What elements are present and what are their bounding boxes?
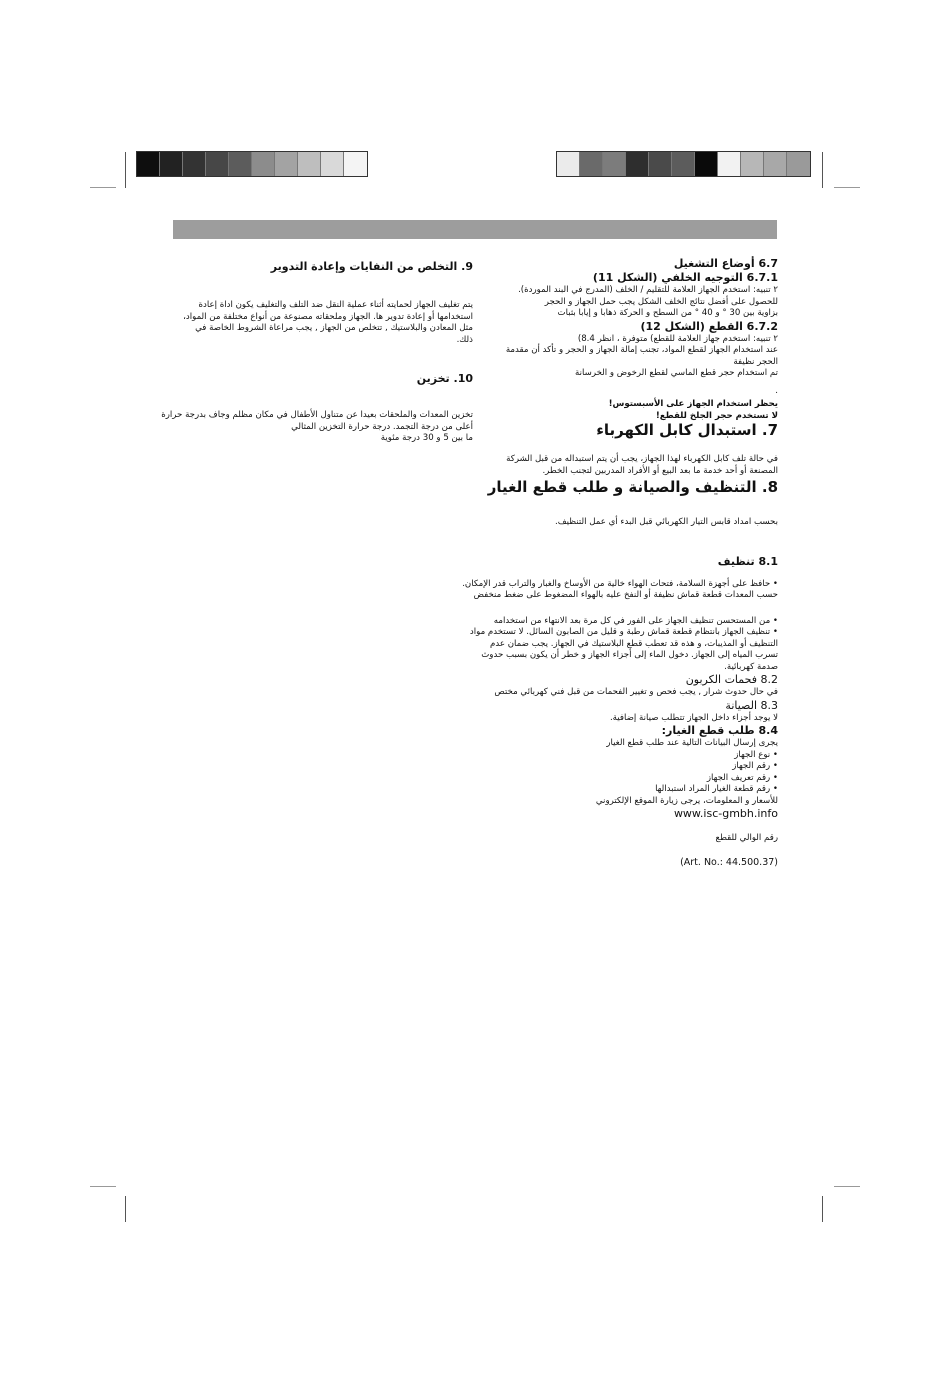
registration-mark (822, 152, 823, 188)
paragraph-line: تم استخدام حجر قطع الماسي لقطع الرخوض و الخرسانة (575, 368, 778, 378)
heading-8-2: 8.2 فحمات الكربون (685, 673, 778, 686)
list-item: • رقم الجهاز (732, 761, 778, 771)
paragraph-line: بزاوية بين 30 ° و 40 ° من السطح و الحركة ذهابا و إيابا بثبات (557, 308, 778, 318)
paragraph-line: عند استخدام الجهاز لقطع المواد، تجنب إمالة الجهاز و الحجر و تأكد أن مقدمة (505, 345, 778, 355)
paragraph-line: الحجر نظيفة (733, 356, 778, 367)
registration-mark (834, 187, 860, 188)
color-swatch (252, 152, 275, 176)
color-swatch (672, 152, 695, 176)
paragraph-line: يجرى إرسال البيانات التالية عند طلب قطع الغيار (606, 738, 778, 748)
heading-8-3: 8.3 الصيانة (725, 698, 778, 712)
paragraph-line: للأسعار و المعلومات، يرجى زيارة الموقع الإلكتروني (595, 795, 778, 806)
paragraph-line: التنظيف أو المذيبات، و هذه قد تعطب قطع البلاستيك في الجهاز. يجب ضمان عدم (490, 638, 778, 649)
color-swatch (741, 152, 764, 176)
registration-mark (90, 1186, 116, 1187)
paragraph-line: المصنعة أو أحد خدمة ما بعد البيع أو الأفراد المدربين لتجنب الخطر. (542, 465, 778, 476)
paragraph-line: • حافظ على أجهزة السلامة، فتحات الهواء خالية من الأوساخ والغبار والتراب قدر الإمكان. (462, 578, 778, 589)
color-swatch (160, 152, 183, 176)
paragraph-line: مثل المعادن والبلاستيك , تتخلص من الجهاز , يجب مراعاة الشروط الخاصة في (195, 323, 473, 333)
paragraph-line: في حال حدوث شرار , يجب فحص و تغيير الفحمات من قبل فني كهربائي مختص (494, 687, 778, 697)
art-number-label: رقم الوالي للقطع (715, 833, 778, 843)
paragraph-line: استخدامها أو إعادة تدوير ها. الجهاز وملحقاته مصنوعة من أنواع مختلفة من المواد، (183, 311, 473, 322)
color-swatch (275, 152, 298, 176)
paragraph-line: ما بين 5 و 30 درجة مئوية (380, 433, 473, 443)
heading-10: 10. تخزين (416, 372, 473, 385)
color-swatch (787, 152, 810, 176)
paragraph-line: للحصول على أفضل نتائج الخلف الشكل يجب حمل الجهاز و الحجر (544, 296, 778, 307)
column-main (170, 420, 778, 868)
color-swatch (229, 152, 252, 176)
color-swatch (764, 152, 787, 176)
registration-mark (834, 1186, 860, 1187)
color-strip-left (137, 152, 367, 176)
warning-grinding-disc: لا تستخدم حجر الجلخ للقطع! (655, 410, 778, 421)
paragraph-line: صدمة كهربائية. (724, 661, 778, 672)
color-swatch (580, 152, 603, 176)
paragraph-line: تسرب المياه إلى الجهاز. دخول الماء إلى أجزاء الجهاز و خطر أن يكون بسبب حدوث (481, 650, 778, 660)
color-swatch (626, 152, 649, 176)
heading-6-7-2: 6.7.2 القطع (الشكل 12) (640, 319, 778, 333)
color-swatch (321, 152, 344, 176)
color-swatch (603, 152, 626, 176)
color-swatch (557, 152, 580, 176)
paragraph-line: حسب المعدات قطعة قماش نظيفة أو النفخ عليه بالهواء المضغوط على ضغط منخفض (473, 590, 778, 600)
color-swatch (183, 152, 206, 176)
color-swatch (695, 152, 718, 176)
paragraph-line: في حالة تلف كابل الكهرباء لهذا الجهاز، يجب أن يتم استبداله من قبل الشركة (506, 454, 778, 464)
column-left (161, 260, 473, 445)
color-strip-right (557, 152, 810, 176)
paragraph-line: يتم تغليف الجهاز لحمايته أثناء عملية النقل ضد التلف والتغليف يكون اداة إعادة (198, 300, 473, 310)
paragraph-line: ٢ تنبيه: استخدم جهاز العلامة للقطع) متوفرة ، انظر 8.4) (577, 333, 778, 344)
heading-7: 7. استبدال كابل الكهرباء (596, 421, 778, 439)
paragraph-line: تخزين المعدات والملحقات بعيدا عن متناول الأطفال في مكان مظلم وجاف بدرجة حرارة (161, 410, 473, 420)
warning-asbestos: يحظر استخدام الجهاز على الأسبستوس! (608, 399, 778, 409)
paragraph-line: • تنظيف الجهاز بانتظام قطعة قماش رطبة و قليل من الصابون السائل. لا تستخدم مواد (469, 627, 778, 637)
color-swatch (344, 152, 367, 176)
color-swatch (137, 152, 160, 176)
list-item: • رقم قطعة الغيار المراد استبدالها (655, 784, 778, 794)
registration-mark (125, 1196, 126, 1222)
paragraph-dot: . (775, 385, 778, 396)
header-bar (173, 220, 777, 239)
heading-8-4: 8.4 طلب قطع الغيار: (661, 724, 778, 737)
heading-9: 9. التخلص من النفايات وإعادة التدوير (270, 260, 473, 273)
color-swatch (206, 152, 229, 176)
column-right (505, 257, 778, 422)
heading-8-1: 8.1 تنظيف (717, 554, 778, 568)
paragraph-line: ٢ تنبيه: استخدم الجهاز العلامة للتقليم / الخلف (المدرج في البند الموردة). (518, 285, 778, 295)
heading-6-7-1: 6.7.1 التوجيه الخلفي (الشكل 11) (592, 271, 778, 284)
color-swatch (718, 152, 741, 176)
list-item: • رقم تعريف الجهاز (706, 772, 778, 783)
paragraph-line: لا يوجد أجزاء داخل الجهاز تتطلب صيانة إضافية. (609, 712, 778, 723)
color-swatch (298, 152, 321, 176)
paragraph-line: أعلى من درجة التجمد. درجة حرارة التخزين المثالي (291, 421, 473, 432)
website-link[interactable]: www.isc-gmbh.info (673, 807, 778, 820)
paragraph-line: ذلك. (456, 334, 473, 345)
art-number: (Art. No.: 44.500.37) (680, 856, 778, 868)
paragraph-line: • من المستحسن تنظيف الجهاز على الفور في كل مرة بعد الانتهاء من استخدامه (493, 615, 778, 626)
registration-mark (822, 1196, 823, 1222)
heading-6-7: 6.7 أوضاع التشغيل (673, 257, 778, 270)
registration-mark (125, 152, 126, 188)
heading-8: 8. التنظيف والصيانة و طلب قطع الغيار (487, 478, 778, 496)
color-swatch (649, 152, 672, 176)
paragraph-line: بحسب امداد قابس التيار الكهربائي قبل البدء أي عمل التنظيف. (555, 517, 778, 527)
registration-mark (90, 187, 116, 188)
list-item: • نوع الجهاز (734, 749, 778, 760)
